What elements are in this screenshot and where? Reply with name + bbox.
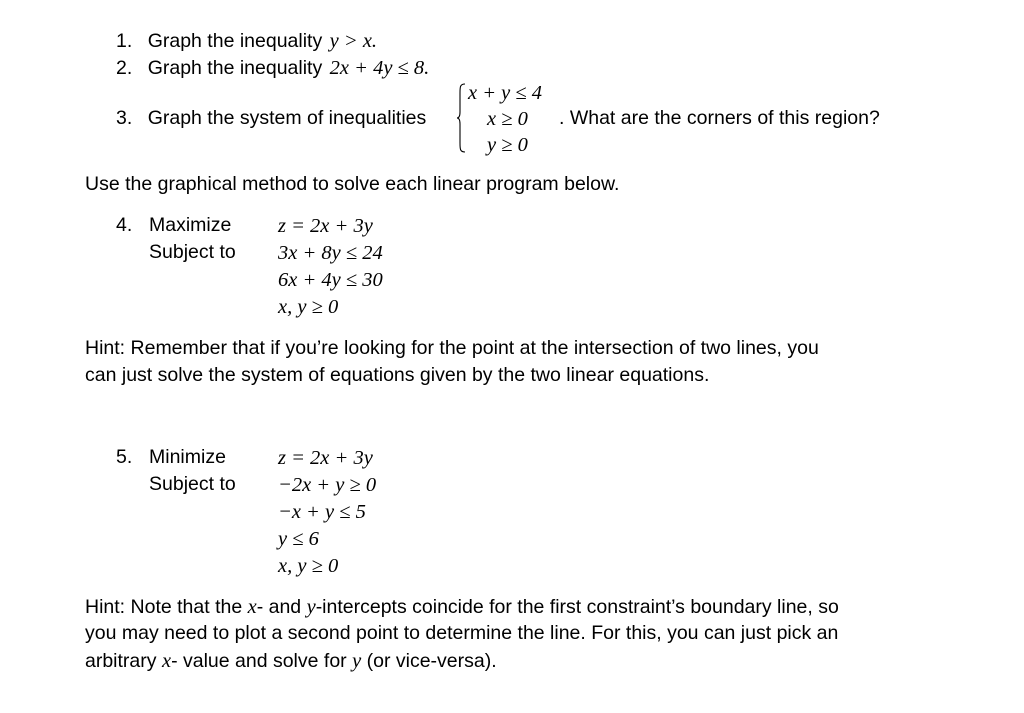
problem-4-objective-label: Maximize: [149, 214, 232, 236]
problem-4-constraint-1: 3x + 8y ≤ 24: [278, 242, 383, 264]
problem-5-constraint-2: −x + y ≤ 5: [278, 501, 366, 523]
problem-5-subject-label: Subject to: [149, 473, 236, 495]
problem-5-constraint-4: x, y ≥ 0: [278, 555, 339, 577]
hint-2-line-2: you may need to plot a second point to determine the line. For this, you can just pick an: [85, 622, 839, 644]
problem-4-objective: z = 2x + 3y: [278, 215, 373, 237]
system-line-1: x + y ≤ 4: [468, 82, 543, 104]
intro-text: Use the graphical method to solve each linear program below.: [85, 173, 620, 195]
problem-1-math: y > x.: [329, 30, 378, 52]
problem-4-subject-label: Subject to: [149, 241, 236, 263]
problem-2-math: 2x + 4y ≤ 8.: [329, 57, 430, 79]
problem-3: [116, 109, 426, 129]
problem-3-number: 3.: [116, 107, 133, 129]
problem-4-number: 4.: [116, 214, 133, 236]
problem-5-objective-label: Minimize: [149, 446, 226, 468]
system-line-3: y ≥ 0: [487, 134, 528, 156]
problem-2: [116, 58, 429, 79]
hint-1-line-2: can just solve the system of equations given by the two linear equations.: [85, 364, 710, 386]
problem-5-constraint-3: y ≤ 6: [278, 528, 319, 550]
hint-1-line-1: Hint: Remember that if you’re looking for the point at the intersection of two lines, you: [85, 337, 819, 359]
problem-1-number: 1.: [116, 30, 133, 52]
problem-5-constraint-1: −2x + y ≥ 0: [278, 474, 377, 496]
problem-3-text: Graph the system of inequalities: [147, 107, 427, 129]
problem-2-number: 2.: [116, 57, 133, 79]
problem-5-number: 5.: [116, 446, 133, 468]
problem-4-constraint-2: 6x + 4y ≤ 30: [278, 269, 383, 291]
system-line-2: x ≥ 0: [487, 108, 528, 130]
problem-2-text: Graph the inequality: [147, 57, 323, 79]
hint-2-line-1: Hint: Note that the x- and y-intercepts coincide for the first constraint’s boundary line, so: [85, 596, 839, 618]
problem-5-objective: z = 2x + 3y: [278, 447, 373, 469]
hint-2-line-3: arbitrary x- value and solve for y (or vice-versa).: [85, 650, 497, 672]
system-brace: [456, 83, 466, 153]
problem-1: [116, 31, 377, 52]
problem-1-text: Graph the inequality: [147, 30, 323, 52]
problem-4-constraint-3: x, y ≥ 0: [278, 296, 339, 318]
problem-3-question: . What are the corners of this region?: [559, 107, 880, 129]
